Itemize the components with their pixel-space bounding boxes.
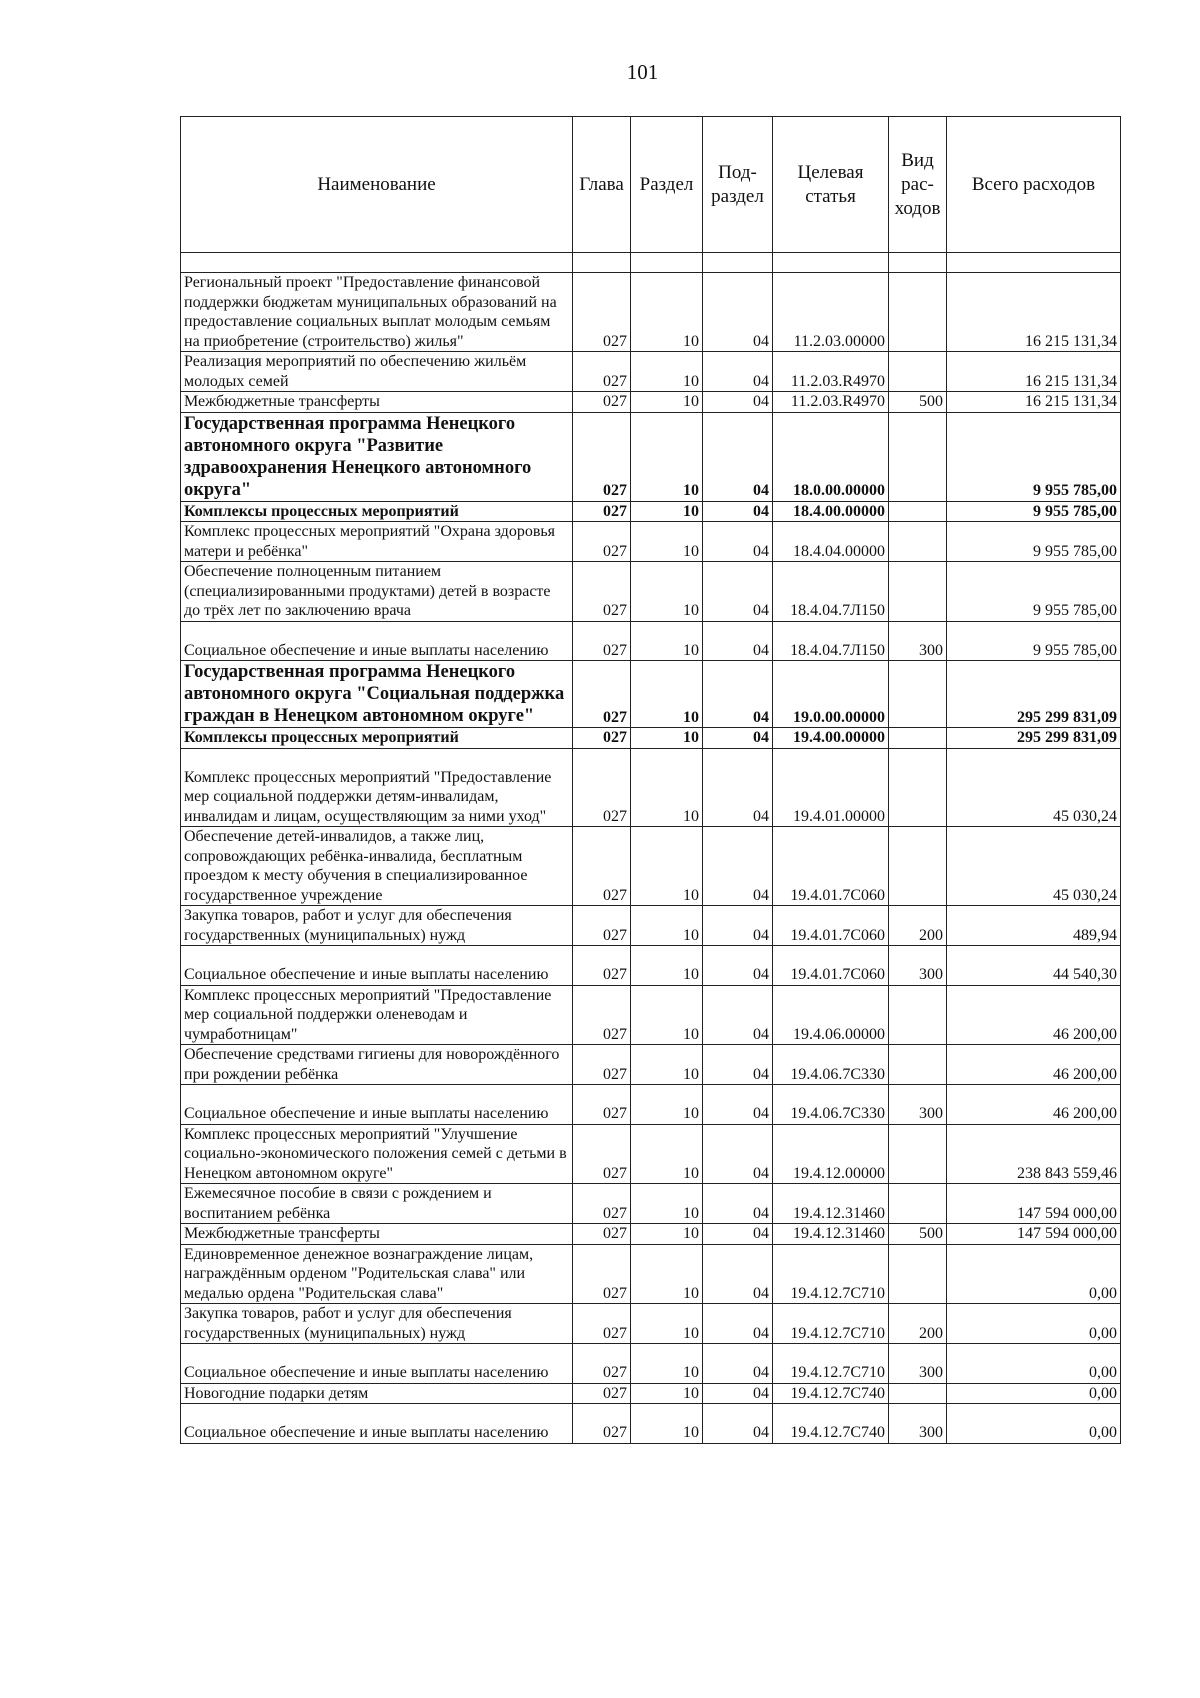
row-name: Межбюджетные трансферты bbox=[181, 392, 573, 413]
row-subsection: 04 bbox=[703, 946, 773, 986]
row-subsection: 04 bbox=[703, 906, 773, 946]
row-target: 19.4.12.7С710 bbox=[773, 1344, 889, 1384]
budget-table bbox=[180, 116, 1121, 1444]
row-section: 10 bbox=[631, 1344, 703, 1384]
row-kind bbox=[889, 501, 947, 522]
row-total: 0,00 bbox=[947, 1244, 1121, 1304]
row-name: Региональный проект "Предоставление финансовой поддержки бюджетам муниципальных образований на предоставление социальных выплат молодым семьям на приобретение (строительство) жилья" bbox=[181, 273, 573, 352]
row-section: 10 bbox=[631, 1045, 703, 1085]
row-subsection: 04 bbox=[703, 1224, 773, 1245]
table-row bbox=[181, 1344, 1121, 1384]
table-row bbox=[181, 1244, 1121, 1304]
row-subsection: 04 bbox=[703, 1085, 773, 1125]
table-row bbox=[181, 352, 1121, 392]
row-section: 10 bbox=[631, 1404, 703, 1444]
row-total: 46 200,00 bbox=[947, 1045, 1121, 1085]
row-total: 295 299 831,09 bbox=[947, 661, 1121, 728]
header-chapter: Глава bbox=[573, 117, 631, 253]
row-name: Обеспечение полноценным питанием (специализированными продуктами) детей в возрасте до трёх лет по заключению врача bbox=[181, 562, 573, 622]
row-kind bbox=[889, 273, 947, 352]
row-chapter: 027 bbox=[573, 412, 631, 501]
row-total: 9 955 785,00 bbox=[947, 501, 1121, 522]
table-row bbox=[181, 1085, 1121, 1125]
row-target: 19.4.12.7С710 bbox=[773, 1244, 889, 1304]
row-total: 46 200,00 bbox=[947, 985, 1121, 1045]
row-section: 10 bbox=[631, 1244, 703, 1304]
row-target: 19.4.12.7С740 bbox=[773, 1383, 889, 1404]
row-section: 10 bbox=[631, 392, 703, 413]
row-name: Ежемесячное пособие в связи с рождением и воспитанием ребёнка bbox=[181, 1184, 573, 1224]
row-kind: 300 bbox=[889, 1404, 947, 1444]
table-row bbox=[181, 621, 1121, 661]
row-name: Обеспечение детей-инвалидов, а также лиц, сопровождающих ребёнка-инвалида, бесплатным проездом к месту обучения в специализированное государственное учреждение bbox=[181, 827, 573, 906]
row-name: Социальное обеспечение и иные выплаты населению bbox=[181, 1085, 573, 1125]
row-target: 11.2.03.R4970 bbox=[773, 352, 889, 392]
row-kind: 500 bbox=[889, 1224, 947, 1245]
row-subsection: 04 bbox=[703, 522, 773, 562]
row-total: 46 200,00 bbox=[947, 1085, 1121, 1125]
row-subsection: 04 bbox=[703, 501, 773, 522]
row-chapter: 027 bbox=[573, 946, 631, 986]
row-kind bbox=[889, 1244, 947, 1304]
row-chapter: 027 bbox=[573, 522, 631, 562]
row-chapter: 027 bbox=[573, 1184, 631, 1224]
table-row bbox=[181, 728, 1121, 749]
row-kind bbox=[889, 562, 947, 622]
row-name: Комплекс процессных мероприятий "Предоставление мер социальной поддержки детям-инвалидам, инвалидам и лицам, осуществляющим за ними уход" bbox=[181, 748, 573, 827]
table-row bbox=[181, 1184, 1121, 1224]
row-target: 18.0.00.00000 bbox=[773, 412, 889, 501]
row-target: 18.4.04.7Л150 bbox=[773, 562, 889, 622]
row-chapter: 027 bbox=[573, 562, 631, 622]
row-name: Единовременное денежное вознаграждение лицам, награждённым орденом "Родительская слава" или медалью ордена "Родительская слава" bbox=[181, 1244, 573, 1304]
table-row bbox=[181, 985, 1121, 1045]
row-target: 19.4.01.7С060 bbox=[773, 946, 889, 986]
table-row bbox=[181, 827, 1121, 906]
header-subsection: Под- раздел bbox=[703, 117, 773, 253]
row-subsection: 04 bbox=[703, 621, 773, 661]
row-target: 19.4.12.7С740 bbox=[773, 1404, 889, 1444]
row-kind bbox=[889, 522, 947, 562]
row-name: Закупка товаров, работ и услуг для обеспечения государственных (муниципальных) нужд bbox=[181, 906, 573, 946]
row-target: 19.4.01.00000 bbox=[773, 748, 889, 827]
row-kind: 300 bbox=[889, 1344, 947, 1384]
row-section: 10 bbox=[631, 827, 703, 906]
row-target: 19.4.12.00000 bbox=[773, 1124, 889, 1184]
row-total: 295 299 831,09 bbox=[947, 728, 1121, 749]
row-chapter: 027 bbox=[573, 621, 631, 661]
row-chapter: 027 bbox=[573, 1085, 631, 1125]
row-kind bbox=[889, 1383, 947, 1404]
row-subsection: 04 bbox=[703, 827, 773, 906]
row-name: Социальное обеспечение и иные выплаты населению bbox=[181, 621, 573, 661]
row-total: 44 540,30 bbox=[947, 946, 1121, 986]
row-subsection: 04 bbox=[703, 1045, 773, 1085]
row-name: Комплекс процессных мероприятий "Охрана здоровья матери и ребёнка" bbox=[181, 522, 573, 562]
row-total: 45 030,24 bbox=[947, 827, 1121, 906]
row-name: Социальное обеспечение и иные выплаты населению bbox=[181, 1404, 573, 1444]
row-section: 10 bbox=[631, 1383, 703, 1404]
page-number: 101 bbox=[626, 60, 659, 84]
row-subsection: 04 bbox=[703, 273, 773, 352]
row-subsection: 04 bbox=[703, 562, 773, 622]
row-subsection: 04 bbox=[703, 1383, 773, 1404]
row-name: Комплекс процессных мероприятий "Предоставление мер социальной поддержки оленеводам и чумработницам" bbox=[181, 985, 573, 1045]
table-row bbox=[181, 1404, 1121, 1444]
row-chapter: 027 bbox=[573, 1344, 631, 1384]
row-target: 19.4.06.7С330 bbox=[773, 1085, 889, 1125]
row-kind bbox=[889, 1045, 947, 1085]
row-section: 10 bbox=[631, 1304, 703, 1344]
row-kind: 200 bbox=[889, 1304, 947, 1344]
row-kind bbox=[889, 1124, 947, 1184]
row-name: Комплекс процессных мероприятий "Улучшение социально-экономического положения семей с детьми в Ненецком автономном округе" bbox=[181, 1124, 573, 1184]
row-section: 10 bbox=[631, 1224, 703, 1245]
row-subsection: 04 bbox=[703, 661, 773, 728]
header-row bbox=[181, 117, 1121, 253]
row-chapter: 027 bbox=[573, 1224, 631, 1245]
row-target: 19.4.12.31460 bbox=[773, 1224, 889, 1245]
row-kind bbox=[889, 412, 947, 501]
row-target: 11.2.03.00000 bbox=[773, 273, 889, 352]
row-chapter: 027 bbox=[573, 352, 631, 392]
row-subsection: 04 bbox=[703, 352, 773, 392]
row-chapter: 027 bbox=[573, 1304, 631, 1344]
row-section: 10 bbox=[631, 273, 703, 352]
row-kind: 200 bbox=[889, 906, 947, 946]
row-section: 10 bbox=[631, 906, 703, 946]
row-name: Закупка товаров, работ и услуг для обеспечения государственных (муниципальных) нужд bbox=[181, 1304, 573, 1344]
table-row bbox=[181, 1124, 1121, 1184]
row-section: 10 bbox=[631, 352, 703, 392]
row-target: 11.2.03.R4970 bbox=[773, 392, 889, 413]
row-kind bbox=[889, 985, 947, 1045]
row-kind: 300 bbox=[889, 1085, 947, 1125]
table-row bbox=[181, 661, 1121, 728]
row-section: 10 bbox=[631, 748, 703, 827]
header-section: Раздел bbox=[631, 117, 703, 253]
row-section: 10 bbox=[631, 1184, 703, 1224]
row-subsection: 04 bbox=[703, 748, 773, 827]
row-section: 10 bbox=[631, 1085, 703, 1125]
header-target: Целевая статья bbox=[773, 117, 889, 253]
table-row bbox=[181, 501, 1121, 522]
row-target: 19.4.06.7С330 bbox=[773, 1045, 889, 1085]
row-total: 45 030,24 bbox=[947, 748, 1121, 827]
row-total: 0,00 bbox=[947, 1344, 1121, 1384]
row-target: 18.4.04.00000 bbox=[773, 522, 889, 562]
row-section: 10 bbox=[631, 1124, 703, 1184]
row-name: Обеспечение средствами гигиены для новорождённого при рождении ребёнка bbox=[181, 1045, 573, 1085]
row-section: 10 bbox=[631, 501, 703, 522]
table-row bbox=[181, 273, 1121, 352]
row-name: Новогодние подарки детям bbox=[181, 1383, 573, 1404]
row-target: 19.4.12.7С710 bbox=[773, 1304, 889, 1344]
row-subsection: 04 bbox=[703, 728, 773, 749]
row-name: Социальное обеспечение и иные выплаты населению bbox=[181, 946, 573, 986]
row-target: 19.4.06.00000 bbox=[773, 985, 889, 1045]
row-chapter: 027 bbox=[573, 1045, 631, 1085]
row-total: 0,00 bbox=[947, 1304, 1121, 1344]
table-row bbox=[181, 946, 1121, 986]
row-total: 0,00 bbox=[947, 1383, 1121, 1404]
header-total: Всего расходов bbox=[947, 117, 1121, 253]
row-kind bbox=[889, 728, 947, 749]
row-chapter: 027 bbox=[573, 501, 631, 522]
row-section: 10 bbox=[631, 985, 703, 1045]
row-name: Комплексы процессных мероприятий bbox=[181, 728, 573, 749]
row-section: 10 bbox=[631, 946, 703, 986]
row-section: 10 bbox=[631, 522, 703, 562]
row-chapter: 027 bbox=[573, 728, 631, 749]
row-total: 16 215 131,34 bbox=[947, 392, 1121, 413]
row-kind bbox=[889, 827, 947, 906]
table-row bbox=[181, 906, 1121, 946]
row-subsection: 04 bbox=[703, 1404, 773, 1444]
row-target: 19.0.00.00000 bbox=[773, 661, 889, 728]
table-row bbox=[181, 1304, 1121, 1344]
row-subsection: 04 bbox=[703, 1124, 773, 1184]
row-kind bbox=[889, 661, 947, 728]
row-total: 0,00 bbox=[947, 1404, 1121, 1444]
row-target: 19.4.00.00000 bbox=[773, 728, 889, 749]
row-kind: 300 bbox=[889, 946, 947, 986]
row-name: Государственная программа Ненецкого автономного округа "Развитие здравоохранения Ненецкого автономного округа" bbox=[181, 412, 573, 501]
row-chapter: 027 bbox=[573, 1404, 631, 1444]
row-kind bbox=[889, 1184, 947, 1224]
row-subsection: 04 bbox=[703, 985, 773, 1045]
row-kind bbox=[889, 748, 947, 827]
table-row bbox=[181, 1383, 1121, 1404]
row-total: 16 215 131,34 bbox=[947, 352, 1121, 392]
row-target: 19.4.01.7С060 bbox=[773, 827, 889, 906]
row-subsection: 04 bbox=[703, 1184, 773, 1224]
row-name: Реализация мероприятий по обеспечению жильём молодых семей bbox=[181, 352, 573, 392]
table-row bbox=[181, 522, 1121, 562]
row-chapter: 027 bbox=[573, 661, 631, 728]
row-kind: 500 bbox=[889, 392, 947, 413]
row-chapter: 027 bbox=[573, 1383, 631, 1404]
row-total: 147 594 000,00 bbox=[947, 1184, 1121, 1224]
row-subsection: 04 bbox=[703, 1304, 773, 1344]
table-row bbox=[181, 392, 1121, 413]
row-chapter: 027 bbox=[573, 827, 631, 906]
row-name: Комплексы процессных мероприятий bbox=[181, 501, 573, 522]
table-row bbox=[181, 562, 1121, 622]
row-target: 18.4.04.7Л150 bbox=[773, 621, 889, 661]
row-section: 10 bbox=[631, 562, 703, 622]
row-section: 10 bbox=[631, 412, 703, 501]
row-subsection: 04 bbox=[703, 412, 773, 501]
row-chapter: 027 bbox=[573, 1124, 631, 1184]
row-total: 147 594 000,00 bbox=[947, 1224, 1121, 1245]
row-section: 10 bbox=[631, 621, 703, 661]
row-total: 9 955 785,00 bbox=[947, 522, 1121, 562]
table-row bbox=[181, 748, 1121, 827]
row-target: 18.4.00.00000 bbox=[773, 501, 889, 522]
row-kind bbox=[889, 352, 947, 392]
header-name: Наименование bbox=[181, 117, 573, 253]
header-kind: Вид рас- ходов bbox=[889, 117, 947, 253]
row-total: 489,94 bbox=[947, 906, 1121, 946]
row-chapter: 027 bbox=[573, 748, 631, 827]
row-total: 9 955 785,00 bbox=[947, 621, 1121, 661]
row-section: 10 bbox=[631, 661, 703, 728]
row-subsection: 04 bbox=[703, 1344, 773, 1384]
row-subsection: 04 bbox=[703, 1244, 773, 1304]
row-total: 9 955 785,00 bbox=[947, 562, 1121, 622]
row-chapter: 027 bbox=[573, 1244, 631, 1304]
spacer-row bbox=[181, 253, 1121, 273]
row-target: 19.4.12.31460 bbox=[773, 1184, 889, 1224]
row-name: Социальное обеспечение и иные выплаты населению bbox=[181, 1344, 573, 1384]
table-row bbox=[181, 1224, 1121, 1245]
table-row bbox=[181, 1045, 1121, 1085]
row-chapter: 027 bbox=[573, 985, 631, 1045]
row-total: 9 955 785,00 bbox=[947, 412, 1121, 501]
row-total: 16 215 131,34 bbox=[947, 273, 1121, 352]
row-kind: 300 bbox=[889, 621, 947, 661]
row-subsection: 04 bbox=[703, 392, 773, 413]
row-total: 238 843 559,46 bbox=[947, 1124, 1121, 1184]
row-chapter: 027 bbox=[573, 273, 631, 352]
row-target: 19.4.01.7С060 bbox=[773, 906, 889, 946]
table-row bbox=[181, 412, 1121, 501]
row-section: 10 bbox=[631, 728, 703, 749]
row-chapter: 027 bbox=[573, 392, 631, 413]
row-name: Государственная программа Ненецкого автономного округа "Социальная поддержка граждан в Ненецком автономном округе" bbox=[181, 661, 573, 728]
row-name: Межбюджетные трансферты bbox=[181, 1224, 573, 1245]
row-chapter: 027 bbox=[573, 906, 631, 946]
